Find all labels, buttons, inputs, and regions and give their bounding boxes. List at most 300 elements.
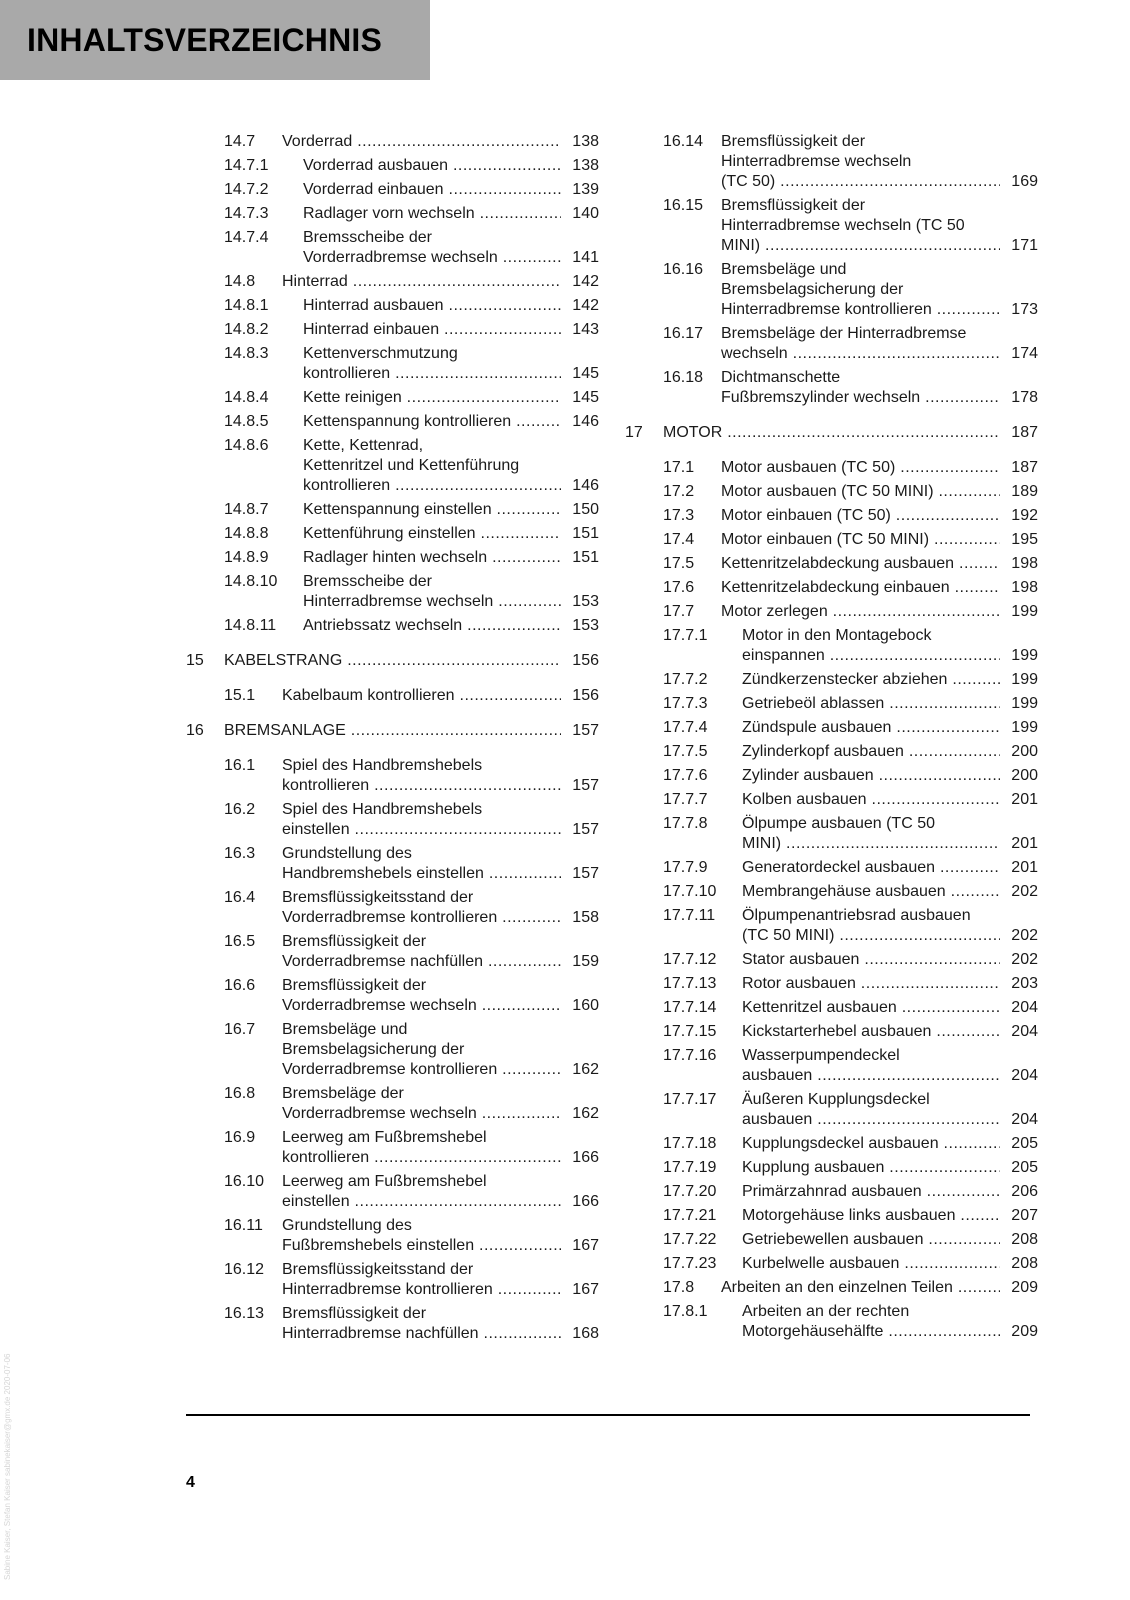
- toc-entry-number: 16.9: [224, 1129, 256, 1146]
- toc-entry-title: [742, 1158, 1038, 1178]
- toc-entry-number: 17.7.23: [663, 1255, 717, 1272]
- toc-entry-page: 162: [568, 1104, 599, 1124]
- toc-entry-title-line: MOTOR .....: [663, 423, 1000, 443]
- toc-entry-title: [742, 670, 1038, 690]
- toc-entry[interactable]: [186, 616, 599, 636]
- toc-entry-page: 156: [568, 651, 599, 671]
- toc-entry-number: 17.8: [663, 1279, 695, 1296]
- toc-entry-page: 138: [568, 156, 599, 176]
- toc-entry-title-line: Ölpumpenantriebsrad ausbauen: [742, 907, 971, 924]
- toc-entry-title: [282, 932, 599, 972]
- toc-entry-number: 14.8.2: [224, 321, 269, 338]
- toc-entry-page: 166: [568, 1148, 599, 1168]
- toc-entry-title: [742, 790, 1038, 810]
- toc-entry-page: 204: [1007, 1022, 1038, 1042]
- toc-entry-page: 157: [568, 864, 599, 884]
- toc-entry-title-line: Kettenritzel und Kettenführung: [303, 457, 520, 474]
- toc-entry-title: [282, 1128, 599, 1168]
- toc-entry-title-line: Radlager hinten wechseln .....: [303, 548, 561, 568]
- toc-entry-title-line: Handbremshebels einstellen .....: [282, 864, 561, 884]
- toc-entry[interactable]: [625, 1230, 1038, 1250]
- toc-entry-number: 16.10: [224, 1173, 265, 1190]
- toc-entry-title-line: Zylinderkopf ausbauen .....: [742, 742, 1000, 762]
- toc-entry-page: 158: [568, 908, 599, 928]
- toc-entry-title-line: Grundstellung des: [282, 1217, 412, 1234]
- toc-entry-number: 17.7.3: [663, 695, 708, 712]
- toc-entry-title: [303, 320, 599, 340]
- toc-entry[interactable]: [186, 344, 599, 384]
- toc-entry-number: 17.7.19: [663, 1159, 717, 1176]
- toc-entry-page: 199: [1007, 602, 1038, 622]
- toc-entry[interactable]: [186, 388, 599, 408]
- toc-entry-title: [303, 180, 599, 200]
- toc-entry-page: 156: [568, 686, 599, 706]
- toc-entry-title: [721, 578, 1038, 598]
- toc-entry[interactable]: [625, 482, 1038, 502]
- toc-entry-title: [742, 974, 1038, 994]
- toc-entry-title: [303, 548, 599, 568]
- toc-entry[interactable]: [625, 670, 1038, 690]
- toc-entry-page: 145: [568, 388, 599, 408]
- toc-entry-title-line: KABELSTRANG .....: [224, 651, 561, 671]
- toc-entry-title-line: Vorderrad .....: [282, 132, 561, 152]
- toc-entry-title-line: Bremsscheibe der: [303, 229, 432, 246]
- toc-entry-title-line: Bremsflüssigkeit der: [282, 933, 427, 950]
- toc-entry-title-line: Motorgehäusehälfte .....: [742, 1322, 1000, 1342]
- toc-entry-title-line: Motor in den Montagebock: [742, 627, 932, 644]
- toc-entry-title-line: einspannen .....: [742, 646, 1000, 666]
- toc-entry-number: 14.7.3: [224, 205, 269, 222]
- toc-entry[interactable]: [625, 1182, 1038, 1202]
- toc-entry-title: [742, 1090, 1038, 1130]
- toc-entry-title-line: Hinterrad .....: [282, 272, 561, 292]
- toc-entry-page: 153: [568, 616, 599, 636]
- toc-entry-title-line: Kettenführung einstellen .....: [303, 524, 561, 544]
- toc-entry-number: 17.7.18: [663, 1135, 717, 1152]
- toc-entry[interactable]: [625, 998, 1038, 1018]
- toc-entry-page: 141: [568, 248, 599, 268]
- toc-entry-title-line: Wasserpumpendeckel: [742, 1047, 900, 1064]
- toc-entry-title-line: Spiel des Handbremshebels: [282, 757, 483, 774]
- toc-entry-title: [303, 228, 599, 268]
- toc-entry-page: 204: [1007, 1110, 1038, 1130]
- toc-entry-title: [721, 260, 1038, 320]
- toc-entry-number: 17.4: [663, 531, 695, 548]
- toc-entry-title-line: Leerweg am Fußbremshebel: [282, 1173, 487, 1190]
- toc-entry-page: 151: [568, 548, 599, 568]
- toc-entry-title: [721, 482, 1038, 502]
- toc-entry-number: 14.8: [224, 273, 256, 290]
- toc-entry-title-line: Zylinder ausbauen .....: [742, 766, 1000, 786]
- toc-entry-title-line: Bremsflüssigkeit der: [282, 977, 427, 994]
- toc-entry-title-line: Primärzahnrad ausbauen .....: [742, 1182, 1000, 1202]
- toc-entry-number: 16.11: [224, 1217, 263, 1234]
- toc-entry-title-line: Zündkerzenstecker abziehen .....: [742, 670, 1000, 690]
- toc-entry-number: 14.7: [224, 133, 256, 150]
- toc-entry-title: [721, 602, 1038, 622]
- toc-entry[interactable]: [186, 844, 599, 884]
- toc-entry-page: 178: [1007, 388, 1038, 408]
- toc-entry-number: 17.7.12: [663, 951, 717, 968]
- toc-entry-title-line: Kupplungsdeckel ausbauen .....: [742, 1134, 1000, 1154]
- toc-entry[interactable]: [186, 1260, 599, 1300]
- toc-entry-title: [742, 718, 1038, 738]
- toc-entry[interactable]: [625, 906, 1038, 946]
- toc-entry-title: [282, 976, 599, 1016]
- toc-entry-title: [282, 844, 599, 884]
- toc-entry-title: [282, 1304, 599, 1344]
- toc-entry[interactable]: [186, 1304, 599, 1344]
- toc-entry[interactable]: [625, 132, 1038, 192]
- toc-entry-title-line: Kurbelwelle ausbauen .....: [742, 1254, 1000, 1274]
- toc-entry-title-line: ausbauen .....: [742, 1066, 1000, 1086]
- toc-entry-title-line: Bremsscheibe der: [303, 573, 432, 590]
- toc-entry[interactable]: [625, 1302, 1038, 1342]
- toc-entry[interactable]: [186, 932, 599, 972]
- toc-entry-title-line: Vorderradbremse wechseln .....: [282, 996, 561, 1016]
- toc-entry-title: [303, 436, 599, 496]
- toc-entry-title-line: Hinterradbremse wechseln .....: [303, 592, 561, 612]
- toc-entry-page: 209: [1007, 1278, 1038, 1298]
- toc-entry[interactable]: [625, 554, 1038, 574]
- toc-entry-page: 202: [1007, 950, 1038, 970]
- toc-entry-number: 16.16: [663, 261, 704, 278]
- toc-entry-title-line: Antriebssatz wechseln .....: [303, 616, 561, 636]
- toc-entry-title-line: Generatordeckel ausbauen .....: [742, 858, 1000, 878]
- toc-entry-number: 14.7.2: [224, 181, 269, 198]
- toc-entry[interactable]: [186, 524, 599, 544]
- toc-entry-page: 201: [1007, 858, 1038, 878]
- toc-entry-title-line: Dichtmanschette: [721, 369, 841, 386]
- toc-entry-title-line: Bremsbeläge und: [721, 261, 847, 278]
- toc-entry-page: 145: [568, 364, 599, 384]
- toc-entry[interactable]: [625, 578, 1038, 598]
- toc-entry-title-line: Kupplung ausbauen .....: [742, 1158, 1000, 1178]
- toc-entry-title: [742, 1254, 1038, 1274]
- toc-entry-title-line: Kettenritzelabdeckung ausbauen .....: [721, 554, 1000, 574]
- toc-entry-title-line: Hinterradbremse kontrollieren .....: [282, 1280, 561, 1300]
- toc-entry[interactable]: [625, 1278, 1038, 1298]
- toc-entry[interactable]: [625, 506, 1038, 526]
- toc-entry-title: [721, 506, 1038, 526]
- toc-entry-page: 202: [1007, 882, 1038, 902]
- toc-entry[interactable]: [186, 572, 599, 612]
- toc-entry-title: [721, 554, 1038, 574]
- toc-entry[interactable]: [625, 530, 1038, 550]
- page-title: INHALTSVERZEICHNIS: [27, 22, 383, 58]
- toc-entry-title-line: Motorgehäuse links ausbauen .....: [742, 1206, 1000, 1226]
- toc-entry-number: 14.8.4: [224, 389, 269, 406]
- toc-entry-number: 16: [186, 722, 204, 739]
- toc-entry-number: 17.7: [663, 603, 695, 620]
- toc-entry-title: [282, 686, 599, 706]
- toc-entry-number: 17.7.8: [663, 815, 708, 832]
- toc-entry-title: [303, 156, 599, 176]
- toc-entry-page: 201: [1007, 834, 1038, 854]
- toc-entry-title-line: Äußeren Kupplungsdeckel: [742, 1091, 930, 1108]
- toc-entry[interactable]: [186, 976, 599, 1016]
- toc-entry-title-line: einstellen .....: [282, 1192, 561, 1212]
- toc-entry-number: 17.8.1: [663, 1303, 708, 1320]
- toc-entry-number: 16.4: [224, 889, 256, 906]
- toc-entry-title-line: kontrollieren .....: [282, 1148, 561, 1168]
- toc-entry-number: 14.8.9: [224, 549, 269, 566]
- toc-entry-title-line: Kickstarterhebel ausbauen .....: [742, 1022, 1000, 1042]
- page-number: 4: [186, 1474, 195, 1491]
- toc-entry[interactable]: [186, 1020, 599, 1080]
- toc-entry-page: 199: [1007, 718, 1038, 738]
- toc-entry[interactable]: [625, 790, 1038, 810]
- toc-entry-title-line: Kettenritzel ausbauen .....: [742, 998, 1000, 1018]
- toc-entry-title-line: Hinterradbremse wechseln: [721, 153, 912, 170]
- toc-entry-page: 169: [1007, 172, 1038, 192]
- toc-column-right: [625, 132, 1038, 1346]
- toc-entry[interactable]: [186, 296, 599, 316]
- toc-entry[interactable]: [186, 412, 599, 432]
- toc-entry-title-line: Radlager vorn wechseln .....: [303, 204, 561, 224]
- toc-entry-title-line: Kolben ausbauen .....: [742, 790, 1000, 810]
- toc-entry-title: [742, 1134, 1038, 1154]
- toc-entry-page: 201: [1007, 790, 1038, 810]
- toc-entry-page: 207: [1007, 1206, 1038, 1226]
- toc-entry-title: [742, 906, 1038, 946]
- toc-entry-title: [742, 998, 1038, 1018]
- header-bar: [0, 0, 430, 80]
- toc-entry[interactable]: [186, 180, 599, 200]
- toc-entry-title-line: Motor einbauen (TC 50) .....: [721, 506, 1000, 526]
- toc-chapter[interactable]: [186, 651, 599, 671]
- toc-entry[interactable]: [186, 156, 599, 176]
- toc-entry-page: 208: [1007, 1230, 1038, 1250]
- toc-entry[interactable]: [186, 756, 599, 796]
- toc-entry-page: 199: [1007, 646, 1038, 666]
- toc-entry[interactable]: [625, 882, 1038, 902]
- toc-entry-title-line: Vorderradbremse kontrollieren .....: [282, 908, 561, 928]
- toc-entry-title-line: Bremsflüssigkeit der: [282, 1305, 427, 1322]
- toc-entry-number: 16.15: [663, 197, 704, 214]
- toc-entry-page: 157: [568, 721, 599, 741]
- toc-column-left: [186, 132, 599, 1348]
- toc-entry-title-line: Kettenritzelabdeckung einbauen .....: [721, 578, 1000, 598]
- toc-entry-title-line: Kettenverschmutzung: [303, 345, 458, 362]
- toc-entry-title-line: Bremsbelagsicherung der: [282, 1041, 465, 1058]
- toc-entry-page: 151: [568, 524, 599, 544]
- toc-entry-title: [742, 1046, 1038, 1086]
- toc-entry-number: 14.8.11: [224, 617, 277, 634]
- toc-entry-number: 14.7.1: [224, 157, 269, 174]
- toc-entry-number: 14.8.6: [224, 437, 269, 454]
- toc-entry-title-line: Getriebewellen ausbauen .....: [742, 1230, 1000, 1250]
- toc-entry-title: [303, 412, 599, 432]
- toc-entry-page: 200: [1007, 766, 1038, 786]
- toc-entry[interactable]: [186, 320, 599, 340]
- toc-entry-title: [721, 368, 1038, 408]
- toc-entry[interactable]: [625, 974, 1038, 994]
- toc-entry-number: 15.1: [224, 687, 256, 704]
- toc-entry-title-line: MINI) .....: [721, 236, 1000, 256]
- toc-entry[interactable]: [625, 368, 1038, 408]
- toc-entry[interactable]: [625, 1090, 1038, 1130]
- toc-entry[interactable]: [625, 602, 1038, 622]
- toc-entry[interactable]: [625, 626, 1038, 666]
- toc-entry-page: 173: [1007, 300, 1038, 320]
- toc-entry-title-line: Bremsbeläge der: [282, 1085, 404, 1102]
- toc-entry[interactable]: [186, 548, 599, 568]
- toc-entry-number: 17.7.1: [663, 627, 708, 644]
- toc-entry-number: 17.7.7: [663, 791, 708, 808]
- toc-entry[interactable]: [186, 204, 599, 224]
- toc-entry-number: 17.7.10: [663, 883, 717, 900]
- toc-entry-number: 17.3: [663, 507, 695, 524]
- toc-entry-title: [282, 1260, 599, 1300]
- toc-entry-number: 17.2: [663, 483, 695, 500]
- toc-entry-page: 198: [1007, 554, 1038, 574]
- toc-entry[interactable]: [625, 1158, 1038, 1178]
- toc-entry-title: [742, 950, 1038, 970]
- toc-entry[interactable]: [186, 800, 599, 840]
- toc-entry-title-line: Spiel des Handbremshebels: [282, 801, 483, 818]
- toc-entry-page: 143: [568, 320, 599, 340]
- toc-entry-page: 168: [568, 1324, 599, 1344]
- toc-entry[interactable]: [625, 766, 1038, 786]
- toc-entry-title-line: Arbeiten an der rechten: [742, 1303, 910, 1320]
- toc-entry-number: 16.6: [224, 977, 256, 994]
- toc-entry-page: 187: [1007, 423, 1038, 443]
- toc-entry[interactable]: [625, 196, 1038, 256]
- toc-entry-page: 157: [568, 776, 599, 796]
- toc-entry-page: 174: [1007, 344, 1038, 364]
- toc-entry-page: 139: [568, 180, 599, 200]
- toc-entry-number: 16.17: [663, 325, 704, 342]
- toc-entry-page: 150: [568, 500, 599, 520]
- toc-entry-title: [224, 651, 599, 671]
- toc-entry-page: 199: [1007, 670, 1038, 690]
- toc-entry-page: 209: [1007, 1322, 1038, 1342]
- toc-entry[interactable]: [625, 1022, 1038, 1042]
- toc-entry[interactable]: [186, 1216, 599, 1256]
- toc-chapter[interactable]: [625, 423, 1038, 443]
- toc-entry-page: 167: [568, 1236, 599, 1256]
- toc-entry-number: 17.7.14: [663, 999, 717, 1016]
- toc-entry-title-line: Kette, Kettenrad,: [303, 437, 424, 454]
- toc-entry[interactable]: [625, 1206, 1038, 1226]
- toc-entry-page: 198: [1007, 578, 1038, 598]
- toc-entry-title: [282, 1172, 599, 1212]
- toc-entry-title-line: Motor zerlegen .....: [721, 602, 1000, 622]
- side-watermark: Sabine Kaiser, Stefan Kaiser sabinekaiser@gmx.de 2020-07-06: [3, 1353, 12, 1580]
- toc-entry-number: 17: [625, 424, 643, 441]
- toc-entry-number: 16.8: [224, 1085, 256, 1102]
- toc-entry[interactable]: [625, 458, 1038, 478]
- toc-entry-number: 17.7.21: [663, 1207, 717, 1224]
- toc-entry-title-line: Motor ausbauen (TC 50 MINI) .....: [721, 482, 1000, 502]
- toc-entry[interactable]: [186, 1172, 599, 1212]
- toc-entry[interactable]: [186, 436, 599, 496]
- toc-entry-title-line: BREMSANLAGE .....: [224, 721, 561, 741]
- toc-entry-number: 14.8.8: [224, 525, 269, 542]
- toc-entry-title-line: Vorderrad einbauen .....: [303, 180, 561, 200]
- toc-entry[interactable]: [625, 950, 1038, 970]
- toc-entry[interactable]: [186, 686, 599, 706]
- toc-entry-title-line: Bremsbeläge der Hinterradbremse: [721, 325, 967, 342]
- toc-entry[interactable]: [625, 324, 1038, 364]
- toc-entry[interactable]: [186, 500, 599, 520]
- toc-entry[interactable]: [625, 718, 1038, 738]
- toc-entry-title-line: Fußbremszylinder wechseln .....: [721, 388, 1000, 408]
- toc-entry-page: 171: [1007, 236, 1038, 256]
- toc-entry-page: 142: [568, 272, 599, 292]
- toc-entry-title-line: Kabelbaum kontrollieren .....: [282, 686, 561, 706]
- toc-entry-page: 160: [568, 996, 599, 1016]
- toc-entry[interactable]: [625, 260, 1038, 320]
- toc-entry-title: [742, 1182, 1038, 1202]
- toc-entry-page: 146: [568, 476, 599, 496]
- toc-entry-number: 17.7.16: [663, 1047, 717, 1064]
- toc-entry[interactable]: [625, 1046, 1038, 1086]
- toc-entry-title: [303, 296, 599, 316]
- toc-entry-title-line: Vorderradbremse kontrollieren .....: [282, 1060, 561, 1080]
- toc-entry-page: 159: [568, 952, 599, 972]
- toc-entry-title: [742, 742, 1038, 762]
- toc-entry-title: [742, 1302, 1038, 1342]
- toc-entry[interactable]: [186, 272, 599, 292]
- toc-entry-title: [742, 1230, 1038, 1250]
- toc-entry[interactable]: [186, 888, 599, 928]
- toc-entry-number: 16.2: [224, 801, 256, 818]
- toc-entry-title: [742, 882, 1038, 902]
- toc-entry[interactable]: [625, 694, 1038, 714]
- toc-entry-title: [721, 458, 1038, 478]
- toc-entry-title: [663, 423, 1038, 443]
- toc-entry-title-line: einstellen .....: [282, 820, 561, 840]
- toc-entry-page: 138: [568, 132, 599, 152]
- toc-entry-title-line: Vorderrad ausbauen .....: [303, 156, 561, 176]
- toc-entry[interactable]: [186, 228, 599, 268]
- toc-entry[interactable]: [625, 742, 1038, 762]
- toc-entry-title: [721, 196, 1038, 256]
- toc-entry[interactable]: [186, 1128, 599, 1168]
- toc-entry-title-line: Getriebeöl ablassen .....: [742, 694, 1000, 714]
- toc-entry-title-line: Fußbremshebels einstellen .....: [282, 1236, 561, 1256]
- toc-entry-title-line: Bremsbelagsicherung der: [721, 281, 904, 298]
- toc-entry-title: [303, 388, 599, 408]
- toc-entry-number: 14.8.10: [224, 573, 278, 590]
- toc-entry-title-line: Hinterrad einbauen .....: [303, 320, 561, 340]
- toc-entry[interactable]: [625, 1254, 1038, 1274]
- toc-entry-number: 16.14: [663, 133, 704, 150]
- toc-entry-number: 17.5: [663, 555, 695, 572]
- toc-entry-title-line: Motor ausbauen (TC 50) .....: [721, 458, 1000, 478]
- toc-entry-title-line: Bremsflüssigkeitsstand der: [282, 889, 474, 906]
- toc-entry[interactable]: [625, 858, 1038, 878]
- toc-entry-number: 16.1: [224, 757, 256, 774]
- toc-entry-title: [742, 1206, 1038, 1226]
- toc-entry-title-line: (TC 50 MINI) .....: [742, 926, 1000, 946]
- toc-entry-number: 17.7.5: [663, 743, 708, 760]
- toc-entry-title: [282, 1084, 599, 1124]
- toc-entry[interactable]: [186, 132, 599, 152]
- toc-entry-number: 17.6: [663, 579, 695, 596]
- toc-entry-title: [282, 132, 599, 152]
- toc-entry-page: 153: [568, 592, 599, 612]
- toc-entry-title-line: Bremsbeläge und: [282, 1021, 408, 1038]
- toc-entry-page: 189: [1007, 482, 1038, 502]
- toc-entry[interactable]: [625, 814, 1038, 854]
- toc-entry-title: [303, 616, 599, 636]
- toc-entry[interactable]: [186, 1084, 599, 1124]
- toc-entry[interactable]: [625, 1134, 1038, 1154]
- toc-chapter[interactable]: [186, 721, 599, 741]
